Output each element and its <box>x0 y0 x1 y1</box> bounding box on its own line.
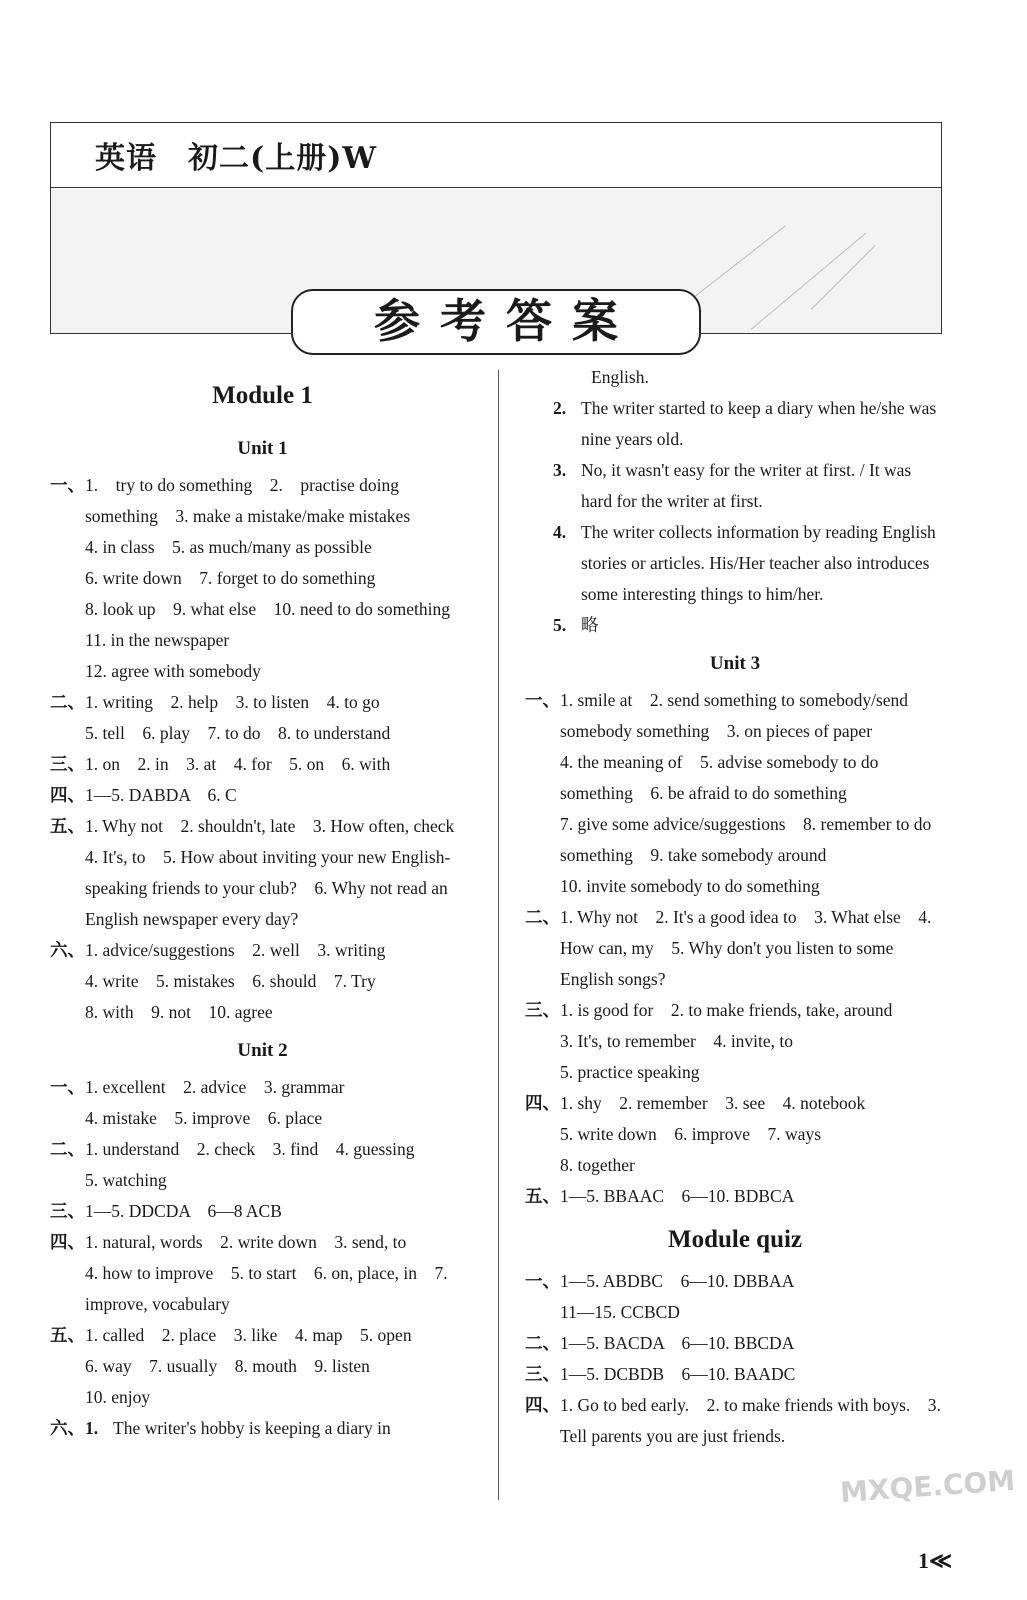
answer-line: 1. advice/suggestions 2. well 3. writing <box>85 940 386 960</box>
section-body <box>85 687 475 749</box>
item-number: 4. <box>553 522 567 542</box>
answer-line: 1. Why not 2. It's a good idea to 3. What else 4. How can, my 5. Why don't you listen to some English songs? <box>560 907 932 989</box>
answer-section <box>50 811 475 935</box>
item-text: 略 <box>581 615 599 635</box>
section-body <box>85 1072 475 1134</box>
answer-line: 6. way 7. usually 8. mouth 9. listen <box>85 1356 370 1376</box>
answer-line: 8. look up 9. what else 10. need to do something 11. in the newspaper <box>85 599 468 650</box>
section-body <box>85 1196 475 1227</box>
section-body <box>560 1359 945 1390</box>
answer-line: 5. tell 6. play 7. to do 8. to understand <box>85 723 391 743</box>
section-label: 二、 <box>525 1333 560 1353</box>
answer-line: 4. how to improve 5. to start 6. on, place, in 7. improve, vocabulary <box>85 1263 448 1314</box>
section-body <box>85 470 475 687</box>
answer-item <box>85 1413 475 1444</box>
answer-section <box>525 1390 945 1452</box>
unit-title: Unit 1 <box>237 438 288 459</box>
answer-section <box>50 749 475 780</box>
section-body <box>560 1266 945 1328</box>
answer-section <box>50 935 475 1028</box>
item-text: The writer started to keep a diary when he/she was nine years old. <box>581 398 937 449</box>
answer-section <box>50 1413 475 1444</box>
answer-section <box>50 1072 475 1134</box>
answer-section <box>525 1359 945 1390</box>
section-body <box>560 1328 945 1359</box>
answer-item <box>525 610 945 641</box>
answer-line: 5. practice speaking <box>560 1062 700 1082</box>
answer-line: 1. shy 2. remember 3. see 4. notebook <box>560 1093 866 1113</box>
section-body <box>85 935 475 1028</box>
section-body <box>85 1227 475 1320</box>
header-band <box>51 189 941 348</box>
section-body <box>85 1134 475 1196</box>
answer-banner <box>291 289 701 355</box>
column-divider <box>498 370 499 1500</box>
watermark: MXQE.COM <box>839 1463 1017 1510</box>
answer-section <box>525 995 945 1088</box>
section-label: 五、 <box>50 816 85 836</box>
answer-line: 1. understand 2. check 3. find 4. guessing <box>85 1139 415 1159</box>
section-label: 六、 <box>50 1418 85 1438</box>
item-text: The writer's hobby is keeping a diary in <box>113 1418 391 1438</box>
section-label: 二、 <box>50 692 85 712</box>
answer-line: 1—5. DCBDB 6—10. BAADC <box>560 1364 796 1384</box>
answer-line: 1. called 2. place 3. like 4. map 5. open <box>85 1325 412 1345</box>
answer-line: 8. together <box>560 1155 635 1175</box>
section-body <box>85 1320 475 1413</box>
answer-line: 1. Why not 2. shouldn't, late 3. How often, check 4. It's, to 5. How about inviting your new English-speaking friends to your club? 6. Why not read an English newspaper every day? <box>85 816 472 929</box>
answer-line: 6. write down 7. forget to do something <box>85 568 376 588</box>
continued-line: English. <box>591 367 649 387</box>
answer-section <box>50 470 475 687</box>
item-number: 5. <box>553 615 567 635</box>
section-label: 三、 <box>525 1364 560 1384</box>
section-label: 一、 <box>50 475 85 495</box>
answer-line: 11—15. CCBCD <box>560 1302 680 1322</box>
answer-line: 1—5. BACDA 6—10. BBCDA <box>560 1333 795 1353</box>
section-body <box>560 1088 945 1181</box>
answer-line: 1—5. BBAAC 6—10. BDBCA <box>560 1186 795 1206</box>
answer-line: 1. excellent 2. advice 3. grammar <box>85 1077 345 1097</box>
section-body <box>560 995 945 1088</box>
decor-line <box>691 225 786 300</box>
section-label: 二、 <box>50 1139 85 1159</box>
answer-item <box>525 517 945 610</box>
answer-line: 8. with 9. not 10. agree <box>85 1002 273 1022</box>
answer-item <box>525 455 945 517</box>
item-number: 1. <box>85 1418 99 1438</box>
answer-line: 10. enjoy <box>85 1387 151 1407</box>
answer-line: 1. natural, words 2. write down 3. send, to <box>85 1232 407 1252</box>
answer-line: 1—5. DABDA 6. C <box>85 785 237 805</box>
answer-line: 1. is good for 2. to make friends, take, around <box>560 1000 893 1020</box>
left-column <box>50 362 475 1444</box>
answer-banner-text: 参考答案 <box>374 294 638 348</box>
section-label: 四、 <box>50 1232 85 1252</box>
section-label: 一、 <box>525 690 560 710</box>
answer-line: 5. watching <box>85 1170 167 1190</box>
section-body <box>85 1413 475 1444</box>
answer-section <box>50 1320 475 1413</box>
item-number: 3. <box>553 460 567 480</box>
section-label: 五、 <box>50 1325 85 1345</box>
section-body <box>560 1390 945 1452</box>
item-text: No, it wasn't easy for the writer at first. / It was hard for the writer at first. <box>581 460 912 511</box>
item-number: 2. <box>553 398 567 418</box>
header-box <box>50 122 942 348</box>
answer-line: 4. mistake 5. improve 6. place <box>85 1108 323 1128</box>
section-label: 二、 <box>525 907 560 927</box>
answer-section <box>50 1196 475 1227</box>
page-number: 1≪ <box>918 1548 953 1573</box>
section-body <box>560 685 945 902</box>
section-label: 三、 <box>525 1000 560 1020</box>
module-title: Module 1 <box>212 382 313 409</box>
answer-line: 1. writing 2. help 3. to listen 4. to go <box>85 692 380 712</box>
answer-section <box>525 1181 945 1212</box>
right-column <box>525 362 945 1452</box>
answer-section <box>525 1088 945 1181</box>
answer-line: 1. try to do something 2. practise doing something 3. make a mistake/make mistakes <box>85 475 411 526</box>
answer-line: 10. invite somebody to do something <box>560 876 820 896</box>
section-label: 三、 <box>50 1201 85 1221</box>
decor-line <box>751 233 867 330</box>
answer-line: 1. Go to bed early. 2. to make friends with boys. 3. Tell parents you are just friends. <box>560 1395 941 1446</box>
answer-line: 5. write down 6. improve 7. ways <box>560 1124 822 1144</box>
section-body <box>85 749 475 780</box>
answer-line: 4. the meaning of 5. advise somebody to do something 6. be afraid to do something <box>560 752 879 803</box>
section-label: 四、 <box>50 785 85 805</box>
answer-line: 1—5. DDCDA 6—8 ACB <box>85 1201 282 1221</box>
answer-line: 7. give some advice/suggestions 8. remember to do something 9. take somebody around <box>560 814 932 865</box>
item-text: The writer collects information by reading English stories or articles. His/Her teacher also introduces some interesting things to him/her. <box>581 522 936 604</box>
section-label: 六、 <box>50 940 85 960</box>
section-label: 四、 <box>525 1093 560 1113</box>
quiz-title: Module quiz <box>667 1226 803 1253</box>
answer-line: 12. agree with somebody <box>85 661 261 681</box>
section-label: 三、 <box>50 754 85 774</box>
section-label: 一、 <box>50 1077 85 1097</box>
section-body <box>85 780 475 811</box>
section-body <box>560 1181 945 1212</box>
answer-section <box>525 902 945 995</box>
answer-section <box>525 1266 945 1328</box>
answer-line: 3. It's, to remember 4. invite, to <box>560 1031 794 1051</box>
unit-title: Unit 2 <box>237 1040 288 1061</box>
answer-section <box>50 1134 475 1196</box>
answer-line: 1—5. ABDBC 6—10. DBBAA <box>560 1271 795 1291</box>
answer-line: 1. on 2. in 3. at 4. for 5. on 6. with <box>85 754 391 774</box>
answer-line: 4. write 5. mistakes 6. should 7. Try <box>85 971 376 991</box>
header-divider <box>51 187 941 188</box>
answer-section <box>50 780 475 811</box>
section-label: 五、 <box>525 1186 560 1206</box>
decor-line <box>811 246 875 310</box>
answer-item <box>525 393 945 455</box>
section-label: 四、 <box>525 1395 560 1415</box>
answer-line: 1. smile at 2. send something to somebody/send somebody something 3. on pieces of paper <box>560 690 909 741</box>
book-title: 英语 初二(上册)W <box>95 141 378 176</box>
answer-line: 4. in class 5. as much/many as possible <box>85 537 372 557</box>
answer-section <box>50 1227 475 1320</box>
unit-title: Unit 3 <box>709 653 761 674</box>
answer-section <box>525 1328 945 1359</box>
section-body <box>85 811 475 935</box>
section-body <box>560 902 945 995</box>
section-label: 一、 <box>525 1271 560 1291</box>
answer-section <box>50 687 475 749</box>
answer-section <box>525 685 945 902</box>
